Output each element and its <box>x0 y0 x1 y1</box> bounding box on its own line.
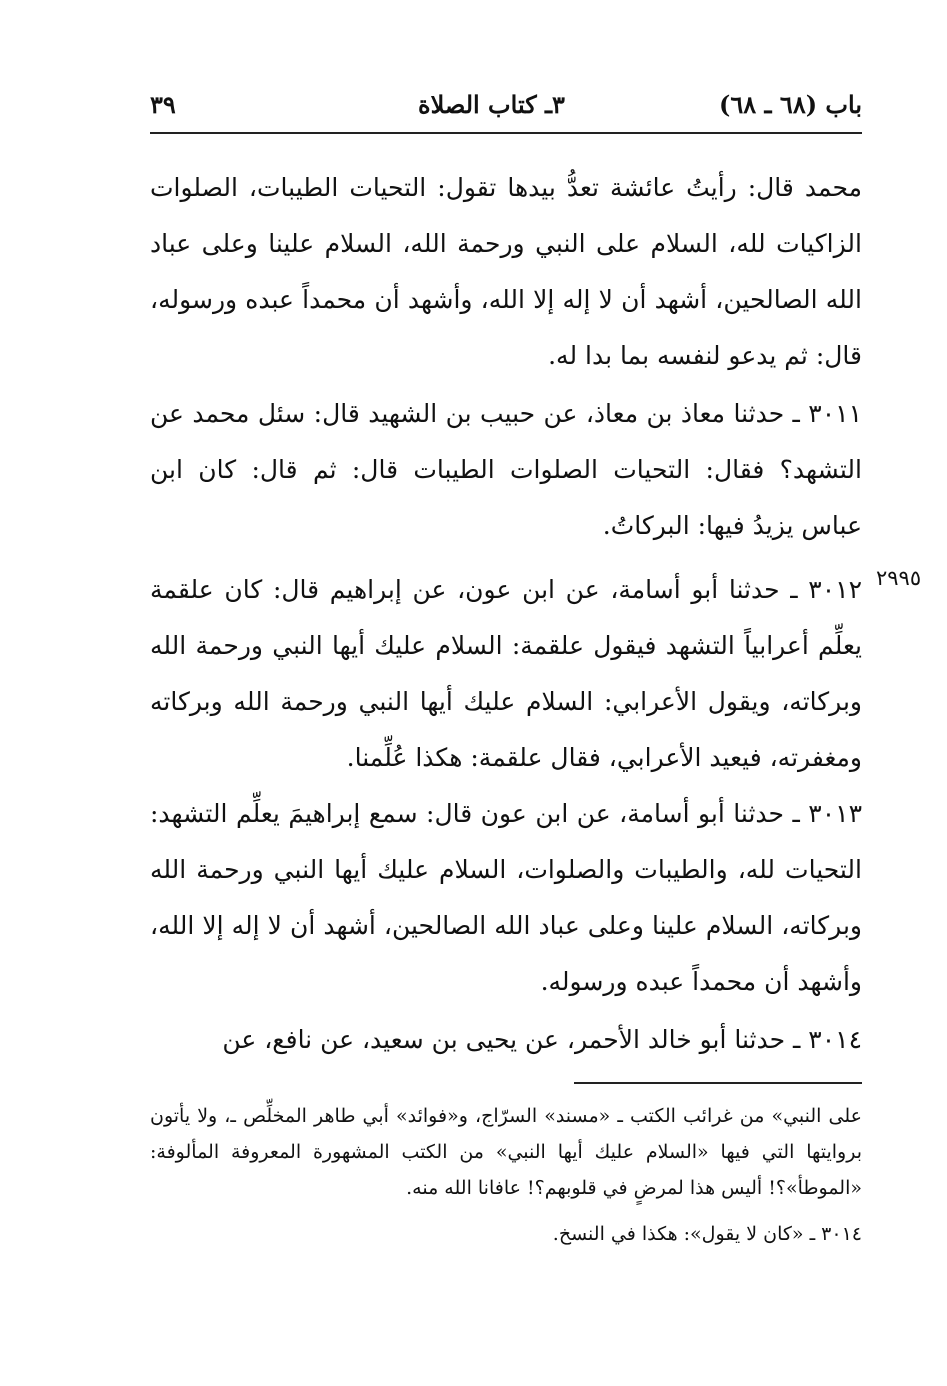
hadith-3012: ٣٠١٢ ـ حدثنا أبو أسامة، عن ابن عون، عن إبراهيم قال: كان علقمة يعلِّم أعرابياً التشهد فيقول علقمة: السلام عليك أيها النبي ورحمة الله وبركاته، ويقول الأعرابي: السلام عليك أيها النبي ورحمة الله وبركاته ومغفرته، فيعيد الأعرابي، فقال علقمة: هكذا عُلِّمنا. <box>150 575 862 772</box>
book-title: ٣ـ كتاب الصلاة <box>418 90 565 119</box>
footnote-3014: ٣٠١٤ ـ «كان لا يقول»: هكذا في النسخ. <box>552 1223 862 1245</box>
footnote-continuation: على النبي» من غرائب الكتب ـ «مسند» السرّاج، و«فوائد» أبي طاهر المخلِّص ـ، ولا يأتون بروايتها التي فيها «السلام عليك أيها النبي» من الكتب المشهورة المعروفة المألوفة: «الموطأ»؟! أليس هذا لمرضٍ في قلوبهم؟! عافانا الله منه. <box>150 1105 862 1199</box>
footnotes <box>150 1098 862 1262</box>
hadith-3013: ٣٠١٣ ـ حدثنا أبو أسامة، عن ابن عون قال: سمع إبراهيمَ يعلِّم التشهد: التحيات لله، والطيبات والصلوات، السلام عليك أيها النبي ورحمة الله وبركاته، السلام علينا وعلى عباد الله الصالحين، أشهد أن لا إله إلا الله، وأشهد أن محمداً عبده ورسوله. <box>150 799 862 996</box>
page-number: ٣٩ <box>150 90 176 119</box>
hadith-3011: ٣٠١١ ـ حدثنا معاذ بن معاذ، عن حبيب بن الشهيد قال: سئل محمد عن التشهد؟ فقال: التحيات الصلوات الطيبات قال: ثم قال: كان ابن عباس يزيدُ فيها: البركاتُ. <box>150 399 862 540</box>
chapter-range: باب (٦٨ ـ ٦٨) <box>719 90 862 119</box>
header-divider <box>150 132 862 134</box>
hadith-3014: ٣٠١٤ ـ حدثنا أبو خالد الأحمر، عن يحيى بن سعيد، عن نافع، عن <box>222 1025 862 1054</box>
running-header <box>150 86 862 126</box>
paragraph-continuation: محمد قال: رأيتُ عائشة تعدُّ بيدها تقول: التحيات الطيبات، الصلوات الزاكيات لله، السلام على النبي ورحمة الله، السلام علينا وعلى عباد الله الصالحين، أشهد أن لا إله إلا الله، وأشهد أن محمداً عبده ورسوله، قال: ثم يدعو لنفسه بما بدا له. <box>150 173 862 370</box>
footnote-divider <box>574 1082 862 1084</box>
margin-reference-number: ٢٩٩٥ <box>876 566 922 590</box>
